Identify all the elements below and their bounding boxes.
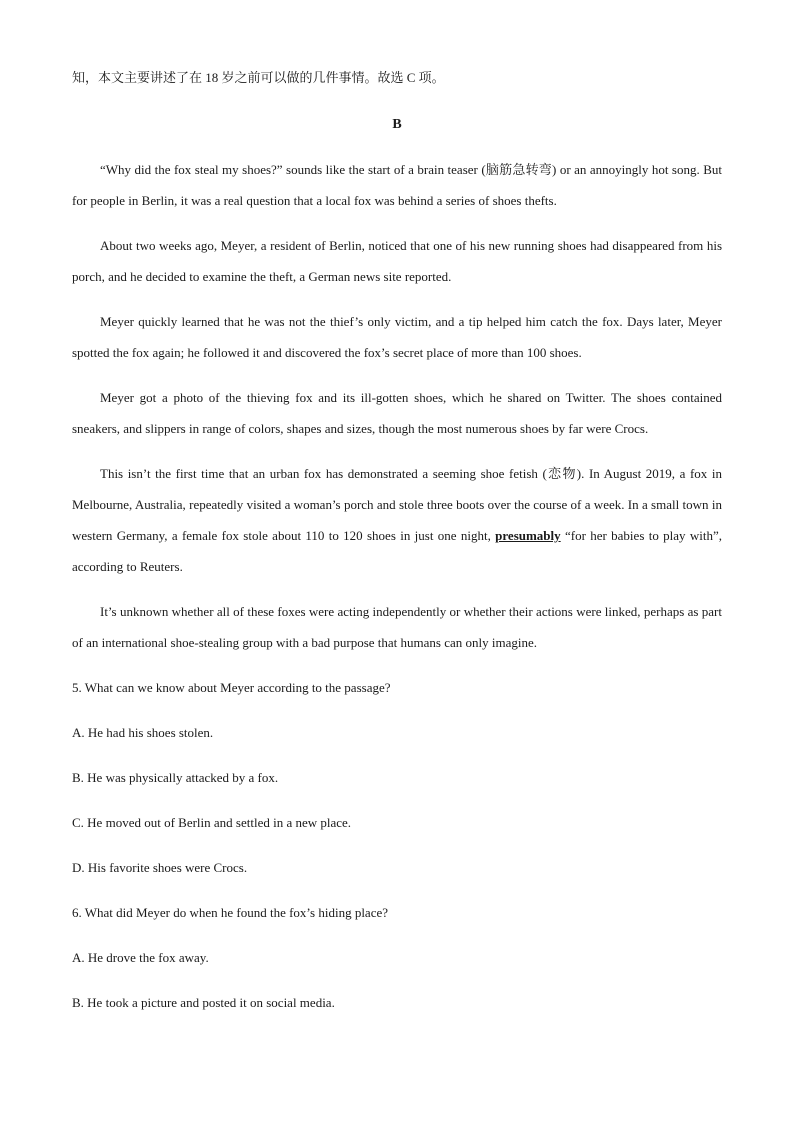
passage-paragraph-3: Meyer quickly learned that he was not the thief’s only victim, and a tip helped him catch the fox. Days later, Meyer spotted the fox again; he followed it and discovered the fox’s secret place of more than 100 shoes.: [72, 314, 722, 360]
intro-line: 知，本文主要讲述了在 18 岁之前可以做的几件事情。故选 C 项。: [72, 70, 445, 85]
passage-paragraph-5: [72, 458, 722, 582]
passage-paragraph-2: About two weeks ago, Meyer, a resident of Berlin, noticed that one of his new running shoes had disappeared from his porch, and he decided to examine the theft, a German news site reported.: [72, 238, 722, 284]
question-5-option-a: A. He had his shoes stolen.: [72, 725, 214, 740]
section-heading: B: [392, 117, 402, 132]
passage-paragraph-4: Meyer got a photo of the thieving fox and its ill-gotten shoes, which he shared on Twitter. The shoes contained sneakers, and slippers in range of colors, shapes and sizes, though the most numerous shoes by far were Crocs.: [72, 390, 722, 436]
question-5-option-b: B. He was physically attacked by a fox.: [72, 770, 279, 785]
question-5-option-d: D. His favorite shoes were Crocs.: [72, 860, 248, 875]
question-6-option-a: A. He drove the fox away.: [72, 950, 209, 965]
question-6: [72, 897, 722, 1018]
document-page: [72, 62, 722, 1032]
paragraph-5-after: “for her babies to play with”, according to Reuters.: [72, 528, 722, 574]
question-6-option-b: B. He took a picture and posted it on social media.: [72, 995, 335, 1010]
passage-paragraph-1: “Why did the fox steal my shoes?” sounds like the start of a brain teaser (脑筋急转弯) or an annoyingly hot song. But for people in Berlin, it was a real question that a local fox was behind a series of shoes thefts.: [72, 162, 722, 208]
passage-paragraph-6: It’s unknown whether all of these foxes were acting independently or whether their actions were linked, perhaps as part of an international shoe-stealing group with a bad purpose that humans can only imagine.: [72, 604, 722, 650]
question-5: [72, 672, 722, 883]
question-stem: 6. What did Meyer do when he found the fox’s hiding place?: [72, 905, 389, 920]
question-5-option-c: C. He moved out of Berlin and settled in a new place.: [72, 815, 352, 830]
paragraph-5-before: This isn’t the first time that an urban fox has demonstrated a seeming shoe fetish (恋物). In August 2019, a fox in Melbourne, Australia, repeatedly visited a woman’s porch and stole three boots over the course of a week. In a small town in western Germany, a female fox stole about 110 to 120 shoes in just one night,: [72, 466, 722, 543]
keyword-presumably: presumably: [495, 528, 561, 543]
question-stem: 5. What can we know about Meyer according to the passage?: [72, 680, 391, 695]
